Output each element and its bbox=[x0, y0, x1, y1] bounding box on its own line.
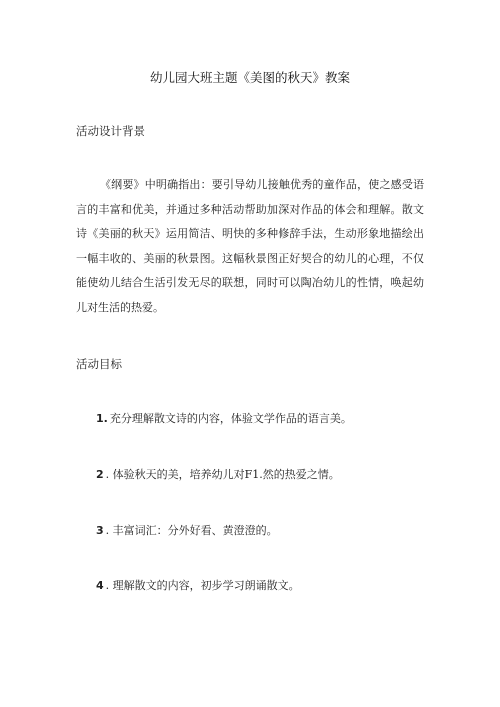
document-title: 幼儿园大班主题《美图的秋天》教案 bbox=[149, 70, 350, 85]
background-paragraph: 《纲要》中明确指出：要引导幼儿接触优秀的童作品，使之感受语言的丰富和优美，并通过多种活动帮助加深对作品的体会和理解。散文诗《美丽的秋天》运用简洁、明快的多种修辞手法，生动形象地描绘出一幅丰收的、美丽的秋景图。这幅秋景图正好契合的幼儿的心理，不仅能使幼儿结合生活引发无尽的联想，同时可以陶冶幼儿的性情，唤起幼儿对生活的热爱。 bbox=[76, 178, 424, 314]
goal-item-text: . 体验秋天的美，培养幼儿对F1.然的热爱之情。 bbox=[105, 468, 340, 481]
goal-item-3 bbox=[96, 522, 278, 538]
goal-item-number: 3 bbox=[96, 524, 104, 537]
goal-item-text: 充分理解散文诗的内容，体验文学作品的语言美。 bbox=[109, 412, 352, 425]
goal-item-text: . 理解散文的内容，初步学习朗诵散文。 bbox=[105, 579, 300, 592]
section-heading-goals: 活动目标 bbox=[76, 357, 122, 371]
goal-item-number: 1. bbox=[96, 412, 108, 425]
goal-item-4 bbox=[96, 577, 300, 593]
goal-item-2 bbox=[96, 466, 340, 482]
goal-item-text: . 丰富词汇：分外好看、黄澄澄的。 bbox=[105, 524, 278, 537]
goal-item-1 bbox=[96, 410, 352, 426]
goal-item-number: 2 bbox=[96, 468, 104, 481]
section-heading-background: 活动设计背景 bbox=[76, 124, 145, 138]
goal-item-number: 4 bbox=[96, 579, 104, 592]
